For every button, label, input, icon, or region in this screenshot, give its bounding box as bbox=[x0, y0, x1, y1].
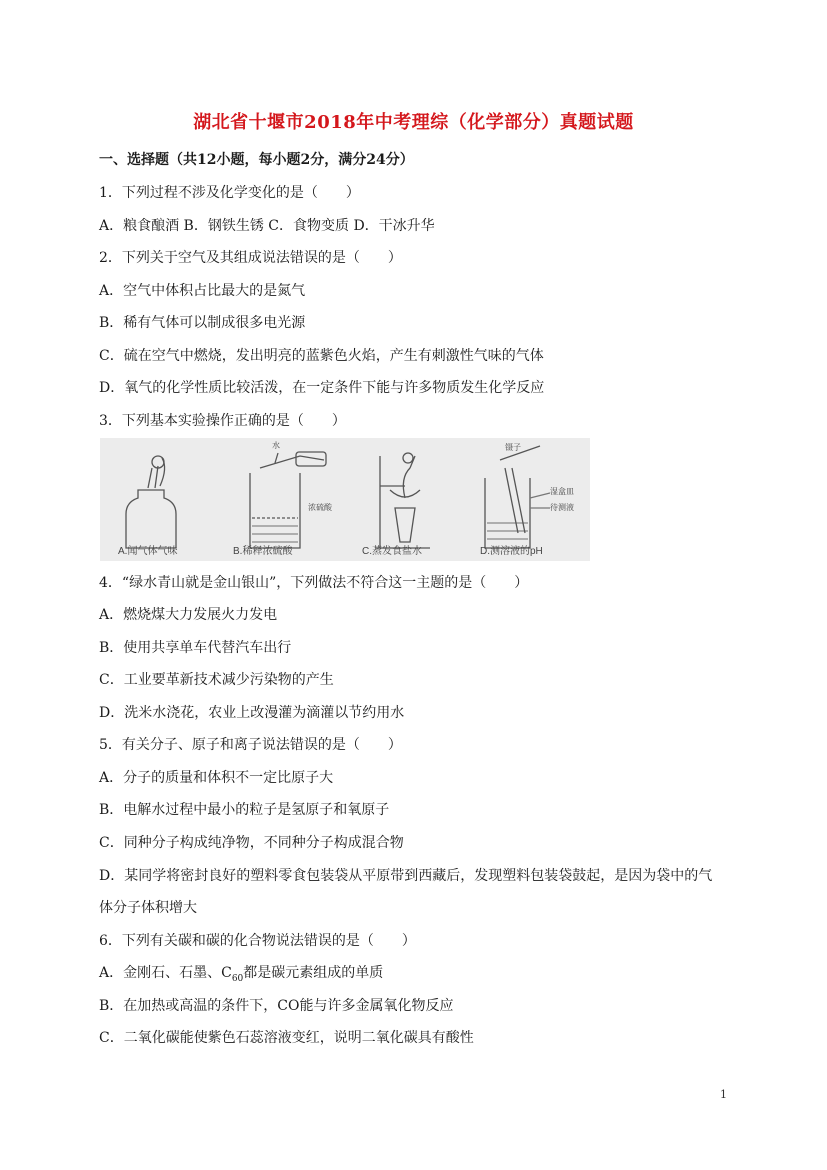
figure-c-evaporation bbox=[375, 453, 430, 548]
question-2-option-b: B．稀有气体可以制成很多电光源 bbox=[99, 315, 306, 331]
question-4: 4．“绿水青山就是金山银山”，下列做法不符合这一主题的是（ ） bbox=[99, 575, 529, 591]
question-5-option-a: A．分子的质量和体积不一定比原子大 bbox=[99, 770, 334, 786]
question-4-option-a: A．燃烧煤大力发展火力发电 bbox=[99, 607, 278, 623]
question-1-options: A．粮食酿酒 B．钢铁生锈 C．食物变质 D．干冰升华 bbox=[99, 218, 435, 234]
question-5: 5．有关分子、原子和离子说法错误的是（ ） bbox=[99, 737, 402, 753]
question-6-option-a bbox=[99, 962, 383, 984]
question-6-option-b: B．在加热或高温的条件下，CO能与许多金属氧化物反应 bbox=[99, 998, 454, 1014]
question-4-option-b: B．使用共享单车代替汽车出行 bbox=[99, 640, 292, 656]
figure-label-water: 水 bbox=[272, 441, 280, 450]
question-5-option-c: C．同种分子构成纯净物，不同种分子构成混合物 bbox=[99, 835, 404, 851]
figure-caption-b: B.稀释浓硫酸 bbox=[233, 546, 293, 557]
figure-d-ph-test bbox=[485, 446, 550, 548]
question-2-option-a: A．空气中体积占比最大的是氮气 bbox=[99, 283, 306, 299]
figure-label-acid: 浓硫酸 bbox=[308, 503, 332, 512]
question-5-option-b: B．电解水过程中最小的粒子是氢原子和氧原子 bbox=[99, 802, 390, 818]
figure-caption-c: C.蒸发食盐水 bbox=[362, 546, 422, 557]
figure-a-gas-bottle bbox=[126, 456, 176, 548]
question-2-option-d: D．氧气的化学性质比较活泼，在一定条件下能与许多物质发生化学反应 bbox=[99, 380, 545, 396]
question-3: 3．下列基本实验操作正确的是（ ） bbox=[99, 413, 346, 429]
page-number: 1 bbox=[720, 1088, 727, 1101]
question-5-option-d-cont: 体分子体积增大 bbox=[99, 900, 197, 916]
question-1: 1．下列过程不涉及化学变化的是（ ） bbox=[99, 185, 360, 201]
question-4-option-d: D．洗米水浇花，农业上改漫灌为滴灌以节约用水 bbox=[99, 705, 405, 721]
lab-operations-figure bbox=[100, 438, 590, 561]
q6a-text-after: 都是碳元素组成的单质 bbox=[243, 965, 384, 981]
section-heading: 一、选择题（共12小题，每小题2分，满分24分） bbox=[99, 152, 414, 168]
question-5-option-d: D．某同学将密封良好的塑料零食包装袋从平原带到西藏后，发现塑料包装袋鼓起，是因为袋中的气 bbox=[99, 868, 713, 884]
q6a-subscript: 60 bbox=[231, 973, 244, 984]
figure-label-dish: 湿盒皿 bbox=[550, 487, 574, 496]
question-2-option-c: C．硫在空气中燃烧，发出明亮的蓝紫色火焰，产生有刺激性气味的气体 bbox=[99, 348, 544, 364]
figure-b-beaker bbox=[250, 452, 326, 548]
figure-caption-d: D.测溶液的pH bbox=[480, 546, 543, 557]
q6a-text-before: A．金刚石、石墨、C bbox=[99, 965, 232, 981]
figure-label-solution: 待测液 bbox=[550, 503, 574, 512]
question-4-option-c: C．工业要革新技术减少污染物的产生 bbox=[99, 672, 334, 688]
question-6-option-c: C．二氧化碳能使紫色石蕊溶液变红，说明二氧化碳具有酸性 bbox=[99, 1030, 474, 1046]
figure-caption-a: A.闻气体气味 bbox=[118, 546, 178, 557]
question-6: 6．下列有关碳和碳的化合物说法错误的是（ ） bbox=[99, 933, 416, 949]
figure-label-tweezers: 镊子 bbox=[505, 443, 521, 452]
question-2: 2．下列关于空气及其组成说法错误的是（ ） bbox=[99, 250, 402, 266]
document-title: 湖北省十堰市2018年中考理综（化学部分）真题试题 bbox=[193, 112, 634, 133]
